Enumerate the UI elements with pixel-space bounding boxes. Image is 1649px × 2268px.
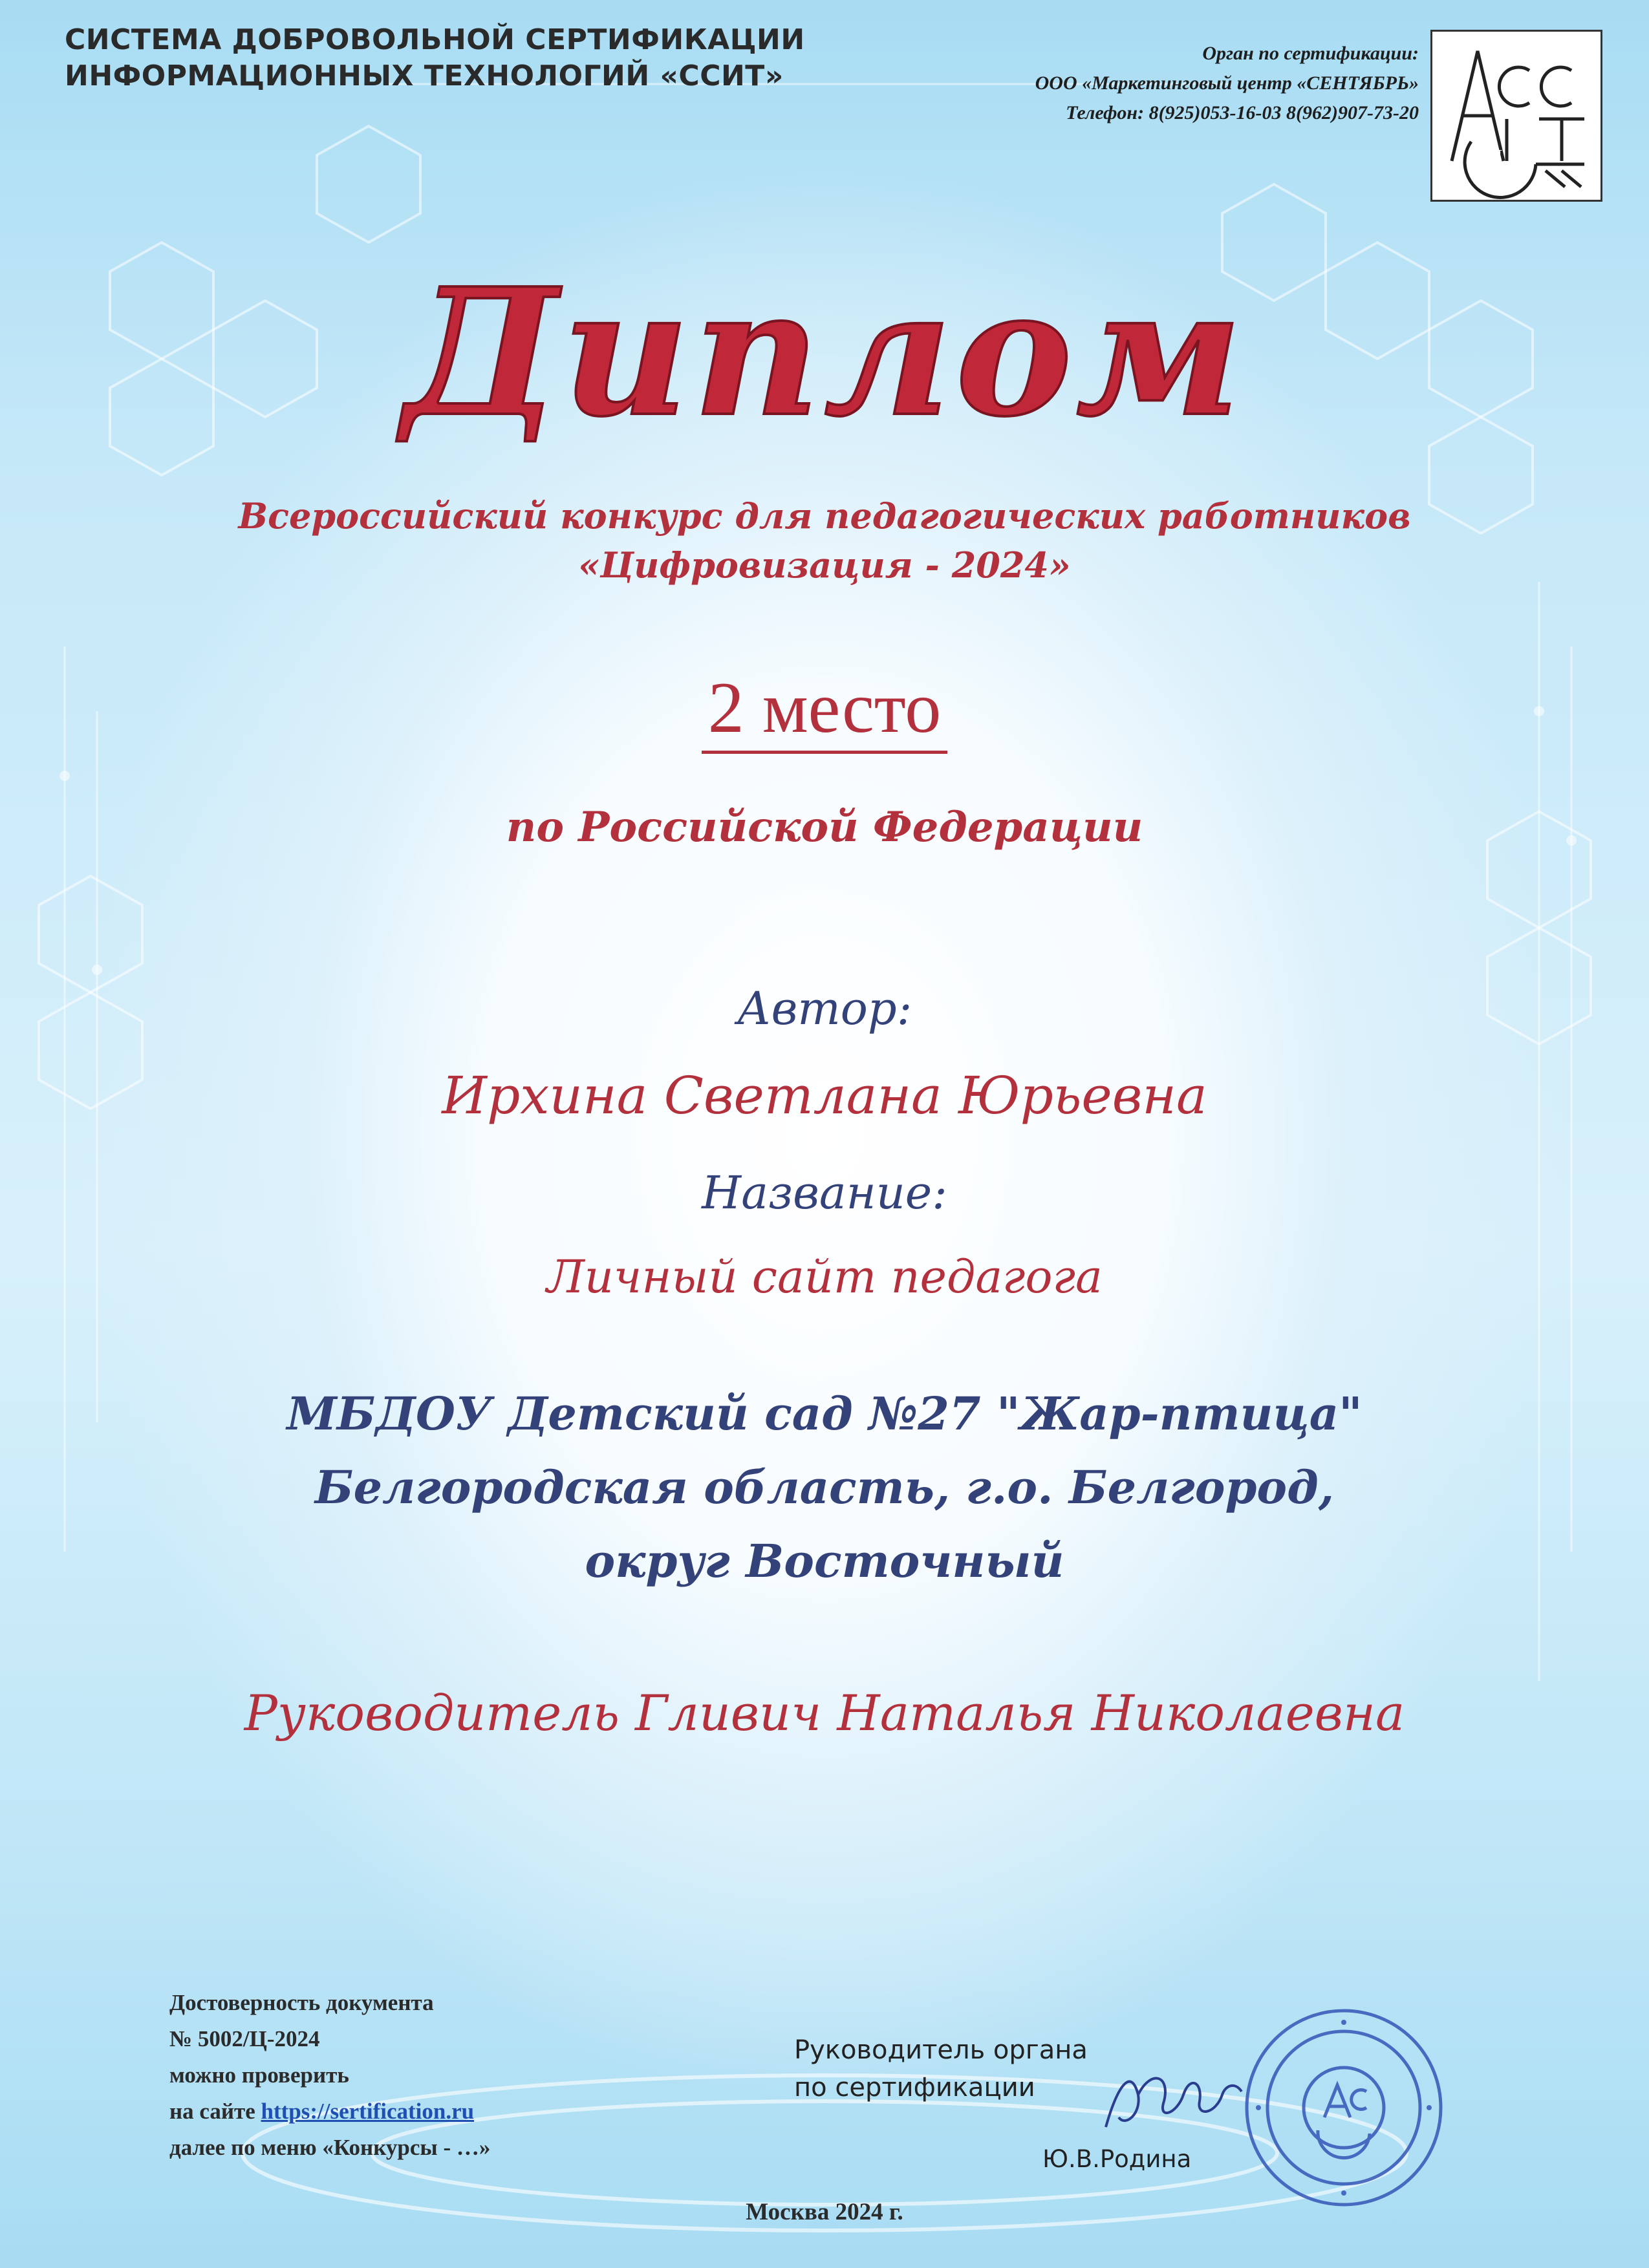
contest-name xyxy=(0,491,1649,590)
city-year: Москва 2024 г. xyxy=(746,2199,903,2225)
verification-line-3: можно проверить xyxy=(169,2062,349,2088)
certification-system-name xyxy=(65,22,805,94)
verification-link[interactable]: https://sertification.ru xyxy=(261,2099,475,2124)
region: по Российской Федерации xyxy=(506,803,1143,851)
body-name: ООО «Маркетинговый центр «СЕНТЯБРЬ» xyxy=(1035,72,1419,94)
system-line-2: ИНФОРМАЦИОННЫХ ТЕХНОЛОГИЙ «ССИТ» xyxy=(65,59,784,92)
certification-stamp xyxy=(1240,2004,1447,2211)
verification-note xyxy=(169,1985,490,2166)
supervisor: Руководитель Гливич Наталья Николаевна xyxy=(244,1684,1405,1742)
signatory-name: Ю.В.Родина xyxy=(1042,2145,1192,2173)
organization-line-3: округ Восточный xyxy=(585,1534,1064,1588)
place-award xyxy=(0,666,1649,750)
verification-prefix: на сайте xyxy=(169,2099,261,2124)
place-text: 2 место xyxy=(702,668,948,754)
organization-line-2: Белгородская область, г.о. Белгород, xyxy=(314,1460,1335,1514)
svg-text:ССИТ: ССИТ xyxy=(1484,149,1502,156)
verification-line-1: Достоверность документа xyxy=(169,1990,434,2015)
phones: Телефон: 8(925)053-16-03 8(962)907-73-20 xyxy=(1066,102,1419,123)
verification-line-2: № 5002/Ц-2024 xyxy=(169,2026,320,2051)
contest-line-2: «Цифровизация - 2024» xyxy=(578,544,1071,586)
verification-line-5: далее по меню «Конкурсы - …» xyxy=(169,2135,491,2160)
author-name: Ирхина Светлана Юрьевна xyxy=(442,1065,1207,1126)
work-title-label: Название: xyxy=(702,1166,947,1219)
ssit-logo xyxy=(1430,30,1602,202)
certification-body-info xyxy=(1035,39,1419,128)
organization-line-1: МБДОУ Детский сад №27 "Жар-птица" xyxy=(286,1387,1363,1440)
work-title: Личный сайт педагога xyxy=(546,1250,1103,1303)
system-line-1: СИСТЕМА ДОБРОВОЛЬНОЙ СЕРТИФИКАЦИИ xyxy=(65,23,805,56)
diploma-title-text: Диплом xyxy=(403,252,1246,455)
contest-line-1: Всероссийский конкурс для педагогических работников xyxy=(238,495,1411,537)
author-label: Автор: xyxy=(737,982,912,1035)
diploma-title xyxy=(0,252,1649,472)
verification-line-4 xyxy=(169,2093,490,2130)
signatory-role xyxy=(794,2031,1088,2106)
organization xyxy=(0,1377,1649,1598)
body-label: Орган по сертификации: xyxy=(1202,43,1419,64)
handwritten-signature xyxy=(1093,2056,1248,2140)
signatory-role-line-2: по сертификации xyxy=(794,2073,1035,2102)
signatory-role-line-1: Руководитель органа xyxy=(794,2035,1088,2065)
